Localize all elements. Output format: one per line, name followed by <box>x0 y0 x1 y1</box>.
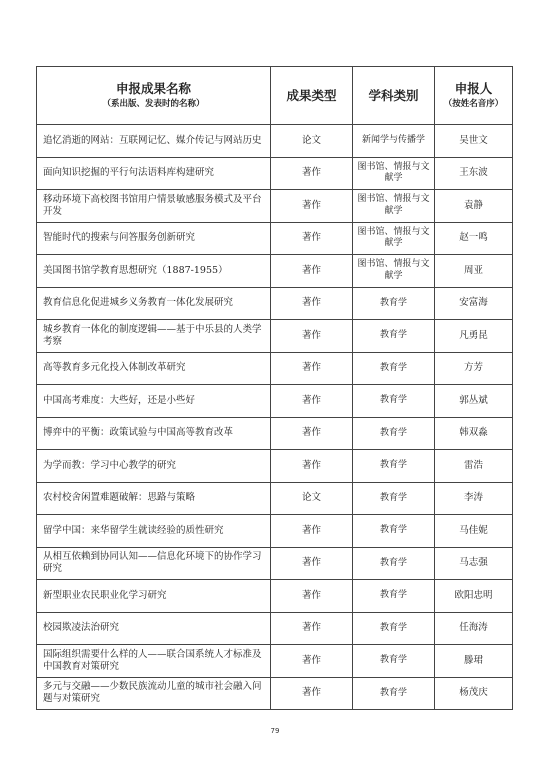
achievement-type: 著作 <box>271 677 353 710</box>
achievement-discipline: 教育学 <box>353 287 435 320</box>
achievement-discipline: 教育学 <box>353 417 435 450</box>
applicant-name: 安富海 <box>435 287 513 320</box>
table-row <box>37 547 513 580</box>
achievement-title: 移动环境下高校图书馆用户情景敏感服务模式及平台开发 <box>37 190 271 223</box>
table-row <box>37 677 513 710</box>
header-type-cell <box>271 67 353 125</box>
table-row <box>37 515 513 548</box>
applicant-name: 赵一鸣 <box>435 222 513 255</box>
achievement-type: 著作 <box>271 287 353 320</box>
achievement-title: 面向知识挖掘的平行句法语料库构建研究 <box>37 157 271 190</box>
achievement-discipline: 教育学 <box>353 677 435 710</box>
achievement-discipline: 图书馆、情报与文献学 <box>353 190 435 223</box>
achievement-title: 多元与交融——少数民族流动儿童的城市社会融入问题与对策研究 <box>37 677 271 710</box>
achievement-type: 著作 <box>271 515 353 548</box>
achievement-type: 论文 <box>271 482 353 515</box>
achievement-type: 著作 <box>271 612 353 645</box>
applicant-name: 方芳 <box>435 352 513 385</box>
achievement-title: 教育信息化促进城乡义务教育一体化发展研究 <box>37 287 271 320</box>
achievement-type: 著作 <box>271 580 353 613</box>
achievement-discipline: 教育学 <box>353 645 435 678</box>
applicant-name: 吴世文 <box>435 125 513 158</box>
achievement-type: 著作 <box>271 320 353 353</box>
table-row <box>37 385 513 418</box>
achievement-title: 校园欺凌法治研究 <box>37 612 271 645</box>
achievement-title: 农村校舍闲置难题破解：思路与策略 <box>37 482 271 515</box>
achievement-type: 著作 <box>271 385 353 418</box>
achievement-type: 著作 <box>271 255 353 288</box>
achievement-discipline: 教育学 <box>353 320 435 353</box>
header-author-cell <box>435 67 513 125</box>
applicant-name: 欧阳忠明 <box>435 580 513 613</box>
applicant-name: 韩双淼 <box>435 417 513 450</box>
header-title-cell <box>37 67 271 125</box>
table-row <box>37 352 513 385</box>
applicant-name: 凡勇昆 <box>435 320 513 353</box>
achievement-type: 著作 <box>271 547 353 580</box>
achievement-type: 著作 <box>271 157 353 190</box>
achievement-type: 著作 <box>271 450 353 483</box>
table-row <box>37 417 513 450</box>
achievement-title: 智能时代的搜索与问答服务创新研究 <box>37 222 271 255</box>
table-row <box>37 125 513 158</box>
achievement-title: 美国图书馆学教育思想研究（1887-1955） <box>37 255 271 288</box>
table-row <box>37 157 513 190</box>
achievement-discipline: 图书馆、情报与文献学 <box>353 255 435 288</box>
achievement-discipline: 教育学 <box>353 450 435 483</box>
header-title: 申报成果名称 <box>115 80 191 96</box>
achievement-type: 著作 <box>271 417 353 450</box>
table-body <box>37 125 513 710</box>
table-row <box>37 645 513 678</box>
achievement-title: 为学而教：学习中心教学的研究 <box>37 450 271 483</box>
header-author: 申报人 <box>454 80 493 96</box>
table-row <box>37 580 513 613</box>
applicant-name: 郭丛斌 <box>435 385 513 418</box>
table-row <box>37 612 513 645</box>
applicant-name: 袁静 <box>435 190 513 223</box>
table-header-row <box>37 67 513 125</box>
achievements-table <box>36 66 513 710</box>
page-number: 79 <box>270 727 280 735</box>
achievement-title: 留学中国：来华留学生就读经验的质性研究 <box>37 515 271 548</box>
achievement-title: 城乡教育一体化的制度逻辑——基于中乐县的人类学考察 <box>37 320 271 353</box>
applicant-name: 周亚 <box>435 255 513 288</box>
header-title-note: （系出版、发表时的名称） <box>102 98 205 109</box>
achievement-discipline: 教育学 <box>353 612 435 645</box>
achievement-title: 从相互依赖到协同认知——信息化环境下的协作学习研究 <box>37 547 271 580</box>
achievement-type: 论文 <box>271 125 353 158</box>
table-row <box>37 222 513 255</box>
achievement-discipline: 教育学 <box>353 515 435 548</box>
achievement-discipline: 教育学 <box>353 547 435 580</box>
achievement-discipline: 图书馆、情报与文献学 <box>353 157 435 190</box>
applicant-name: 杨茂庆 <box>435 677 513 710</box>
header-discipline-cell <box>353 67 435 125</box>
achievement-discipline: 新闻学与传播学 <box>353 125 435 158</box>
table-row <box>37 190 513 223</box>
applicant-name: 雷浩 <box>435 450 513 483</box>
achievement-title: 新型职业农民职业化学习研究 <box>37 580 271 613</box>
applicant-name: 王东波 <box>435 157 513 190</box>
achievement-discipline: 教育学 <box>353 482 435 515</box>
achievement-title: 中国高考难度：大些好，还是小些好 <box>37 385 271 418</box>
header-discipline: 学科类别 <box>368 87 419 103</box>
achievement-type: 著作 <box>271 645 353 678</box>
achievement-discipline: 图书馆、情报与文献学 <box>353 222 435 255</box>
table-row <box>37 450 513 483</box>
table-row <box>37 287 513 320</box>
achievement-type: 著作 <box>271 352 353 385</box>
achievement-title: 博弈中的平衡：政策试验与中国高等教育改革 <box>37 417 271 450</box>
achievement-discipline: 教育学 <box>353 580 435 613</box>
achievement-title: 高等教育多元化投入体制改革研究 <box>37 352 271 385</box>
applicant-name: 滕珺 <box>435 645 513 678</box>
achievement-discipline: 教育学 <box>353 385 435 418</box>
achievement-title: 国际组织需要什么样的人——联合国系统人才标准及中国教育对策研究 <box>37 645 271 678</box>
achievement-discipline: 教育学 <box>353 352 435 385</box>
achievement-title: 追忆消逝的网站：互联网记忆、媒介传记与网站历史 <box>37 125 271 158</box>
applicant-name: 马志强 <box>435 547 513 580</box>
achievement-type: 著作 <box>271 190 353 223</box>
achievement-type: 著作 <box>271 222 353 255</box>
table-row <box>37 320 513 353</box>
header-type: 成果类型 <box>286 87 337 103</box>
applicant-name: 李涛 <box>435 482 513 515</box>
applicant-name: 马佳妮 <box>435 515 513 548</box>
table-row <box>37 255 513 288</box>
header-author-note: （按姓名音序） <box>443 98 504 109</box>
applicant-name: 任海涛 <box>435 612 513 645</box>
table-row <box>37 482 513 515</box>
